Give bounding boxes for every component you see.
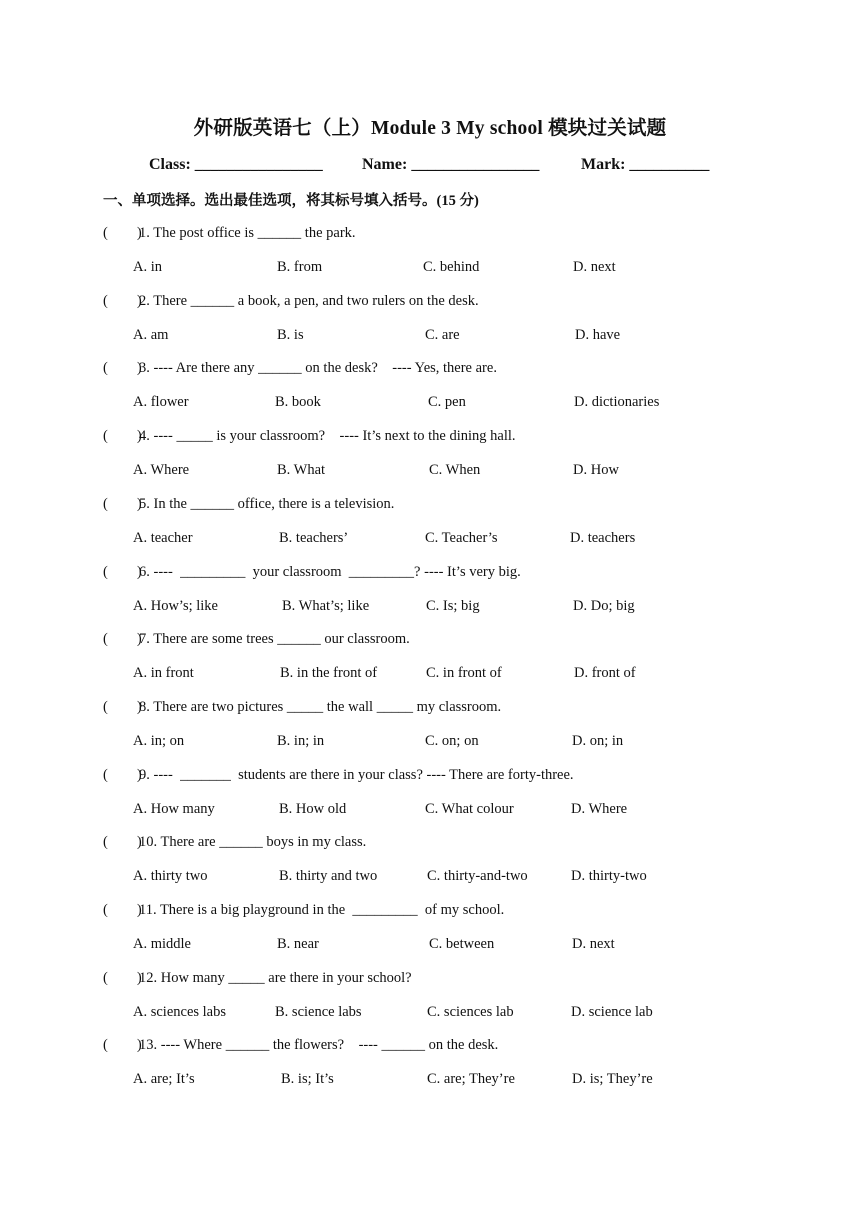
option-a: A. sciences labs	[133, 1004, 227, 1020]
option-a: A. How’s; like	[133, 598, 218, 614]
question-text: 9. ---- _______ students are there in your class? ---- There are forty-three.	[139, 767, 574, 783]
option-b: B. is	[277, 327, 304, 343]
option-c: C. on; on	[425, 733, 479, 749]
option-b: B. from	[277, 259, 323, 275]
option-b: B. What	[277, 462, 326, 478]
answer-blank: ( )	[103, 902, 142, 918]
option-a: A. thirty two	[133, 868, 208, 884]
name-field: Name: ________________	[362, 156, 540, 173]
question-text: 8. There are two pictures _____ the wall _____ my classroom.	[139, 699, 502, 715]
option-d: D. next	[573, 259, 616, 275]
option-a: A. in; on	[133, 733, 185, 749]
page-title: 外研版英语七（上）Module 3 My school 模块过关试题	[193, 118, 667, 139]
option-a: A. Where	[133, 462, 190, 478]
answer-blank: ( )	[103, 699, 142, 715]
option-b: B. is; It’s	[281, 1071, 334, 1087]
answer-blank: ( )	[103, 225, 142, 241]
option-b: B. near	[277, 936, 319, 952]
option-d: D. How	[573, 462, 619, 478]
option-c: C. are; They’re	[427, 1071, 515, 1087]
option-a: A. flower	[133, 394, 189, 410]
option-c: C. are	[425, 327, 460, 343]
option-a: A. middle	[133, 936, 191, 952]
question-text: 10. There are ______ boys in my class.	[139, 834, 367, 850]
option-b: B. thirty and two	[279, 868, 378, 884]
answer-blank: ( )	[103, 631, 142, 647]
option-b: B. science labs	[275, 1004, 362, 1020]
question-text: 6. ---- _________ your classroom _________? ---- It’s very big.	[139, 564, 521, 580]
question-text: 2. There ______ a book, a pen, and two rulers on the desk.	[139, 293, 479, 309]
option-d: D. have	[575, 327, 621, 343]
option-d: D. next	[572, 936, 615, 952]
answer-blank: ( )	[103, 970, 142, 986]
section-heading: 一、单项选择。选出最佳选项，将其标号填入括号。(15 分)	[103, 193, 479, 209]
option-a: A. How many	[133, 801, 215, 817]
option-c: C. thirty-and-two	[427, 868, 528, 884]
option-a: A. am	[133, 327, 169, 343]
question-text: 11. There is a big playground in the _________ of my school.	[139, 902, 505, 918]
option-d: D. Where	[571, 801, 628, 817]
option-d: D. science lab	[571, 1004, 653, 1020]
answer-blank: ( )	[103, 428, 142, 444]
answer-blank: ( )	[103, 293, 142, 309]
option-d: D. thirty-two	[571, 868, 647, 884]
mark-field: Mark: __________	[581, 156, 710, 173]
answer-blank: ( )	[103, 1037, 142, 1053]
class-field: Class: ________________	[149, 156, 323, 173]
option-c: C. in front of	[426, 665, 502, 681]
option-b: B. What’s; like	[282, 598, 370, 614]
answer-blank: ( )	[103, 564, 142, 580]
option-c: C. pen	[428, 394, 466, 410]
option-c: C. What colour	[425, 801, 514, 817]
option-a: A. in	[133, 259, 162, 275]
option-a: A. are; It’s	[133, 1071, 195, 1087]
option-d: D. front of	[574, 665, 636, 681]
option-c: C. sciences lab	[427, 1004, 514, 1020]
question-text: 1. The post office is ______ the park.	[139, 225, 356, 241]
option-b: B. book	[275, 394, 321, 410]
answer-blank: ( )	[103, 496, 142, 512]
question-text: 4. ---- _____ is your classroom? ---- It’s next to the dining hall.	[139, 428, 516, 444]
option-c: C. behind	[423, 259, 480, 275]
option-d: D. dictionaries	[574, 394, 660, 410]
option-d: D. is; They’re	[572, 1071, 653, 1087]
option-d: D. Do; big	[573, 598, 635, 614]
option-c: C. Is; big	[426, 598, 480, 614]
answer-blank: ( )	[103, 767, 142, 783]
option-a: A. in front	[133, 665, 194, 681]
option-d: D. on; in	[572, 733, 624, 749]
question-text: 5. In the ______ office, there is a television.	[139, 496, 395, 512]
question-text: 12. How many _____ are there in your school?	[139, 970, 412, 986]
question-text: 7. There are some trees ______ our classroom.	[139, 631, 410, 647]
option-b: B. in; in	[277, 733, 325, 749]
option-c: C. between	[429, 936, 495, 952]
option-b: B. How old	[279, 801, 347, 817]
option-c: C. When	[429, 462, 481, 478]
option-b: B. in the front of	[280, 665, 378, 681]
answer-blank: ( )	[103, 360, 142, 376]
option-d: D. teachers	[570, 530, 636, 546]
option-c: C. Teacher’s	[425, 530, 498, 546]
question-text: 13. ---- Where ______ the flowers? ---- ______ on the desk.	[139, 1037, 499, 1053]
option-b: B. teachers’	[279, 530, 349, 546]
question-text: 3. ---- Are there any ______ on the desk? ---- Yes, there are.	[139, 360, 497, 376]
answer-blank: ( )	[103, 834, 142, 850]
option-a: A. teacher	[133, 530, 193, 546]
